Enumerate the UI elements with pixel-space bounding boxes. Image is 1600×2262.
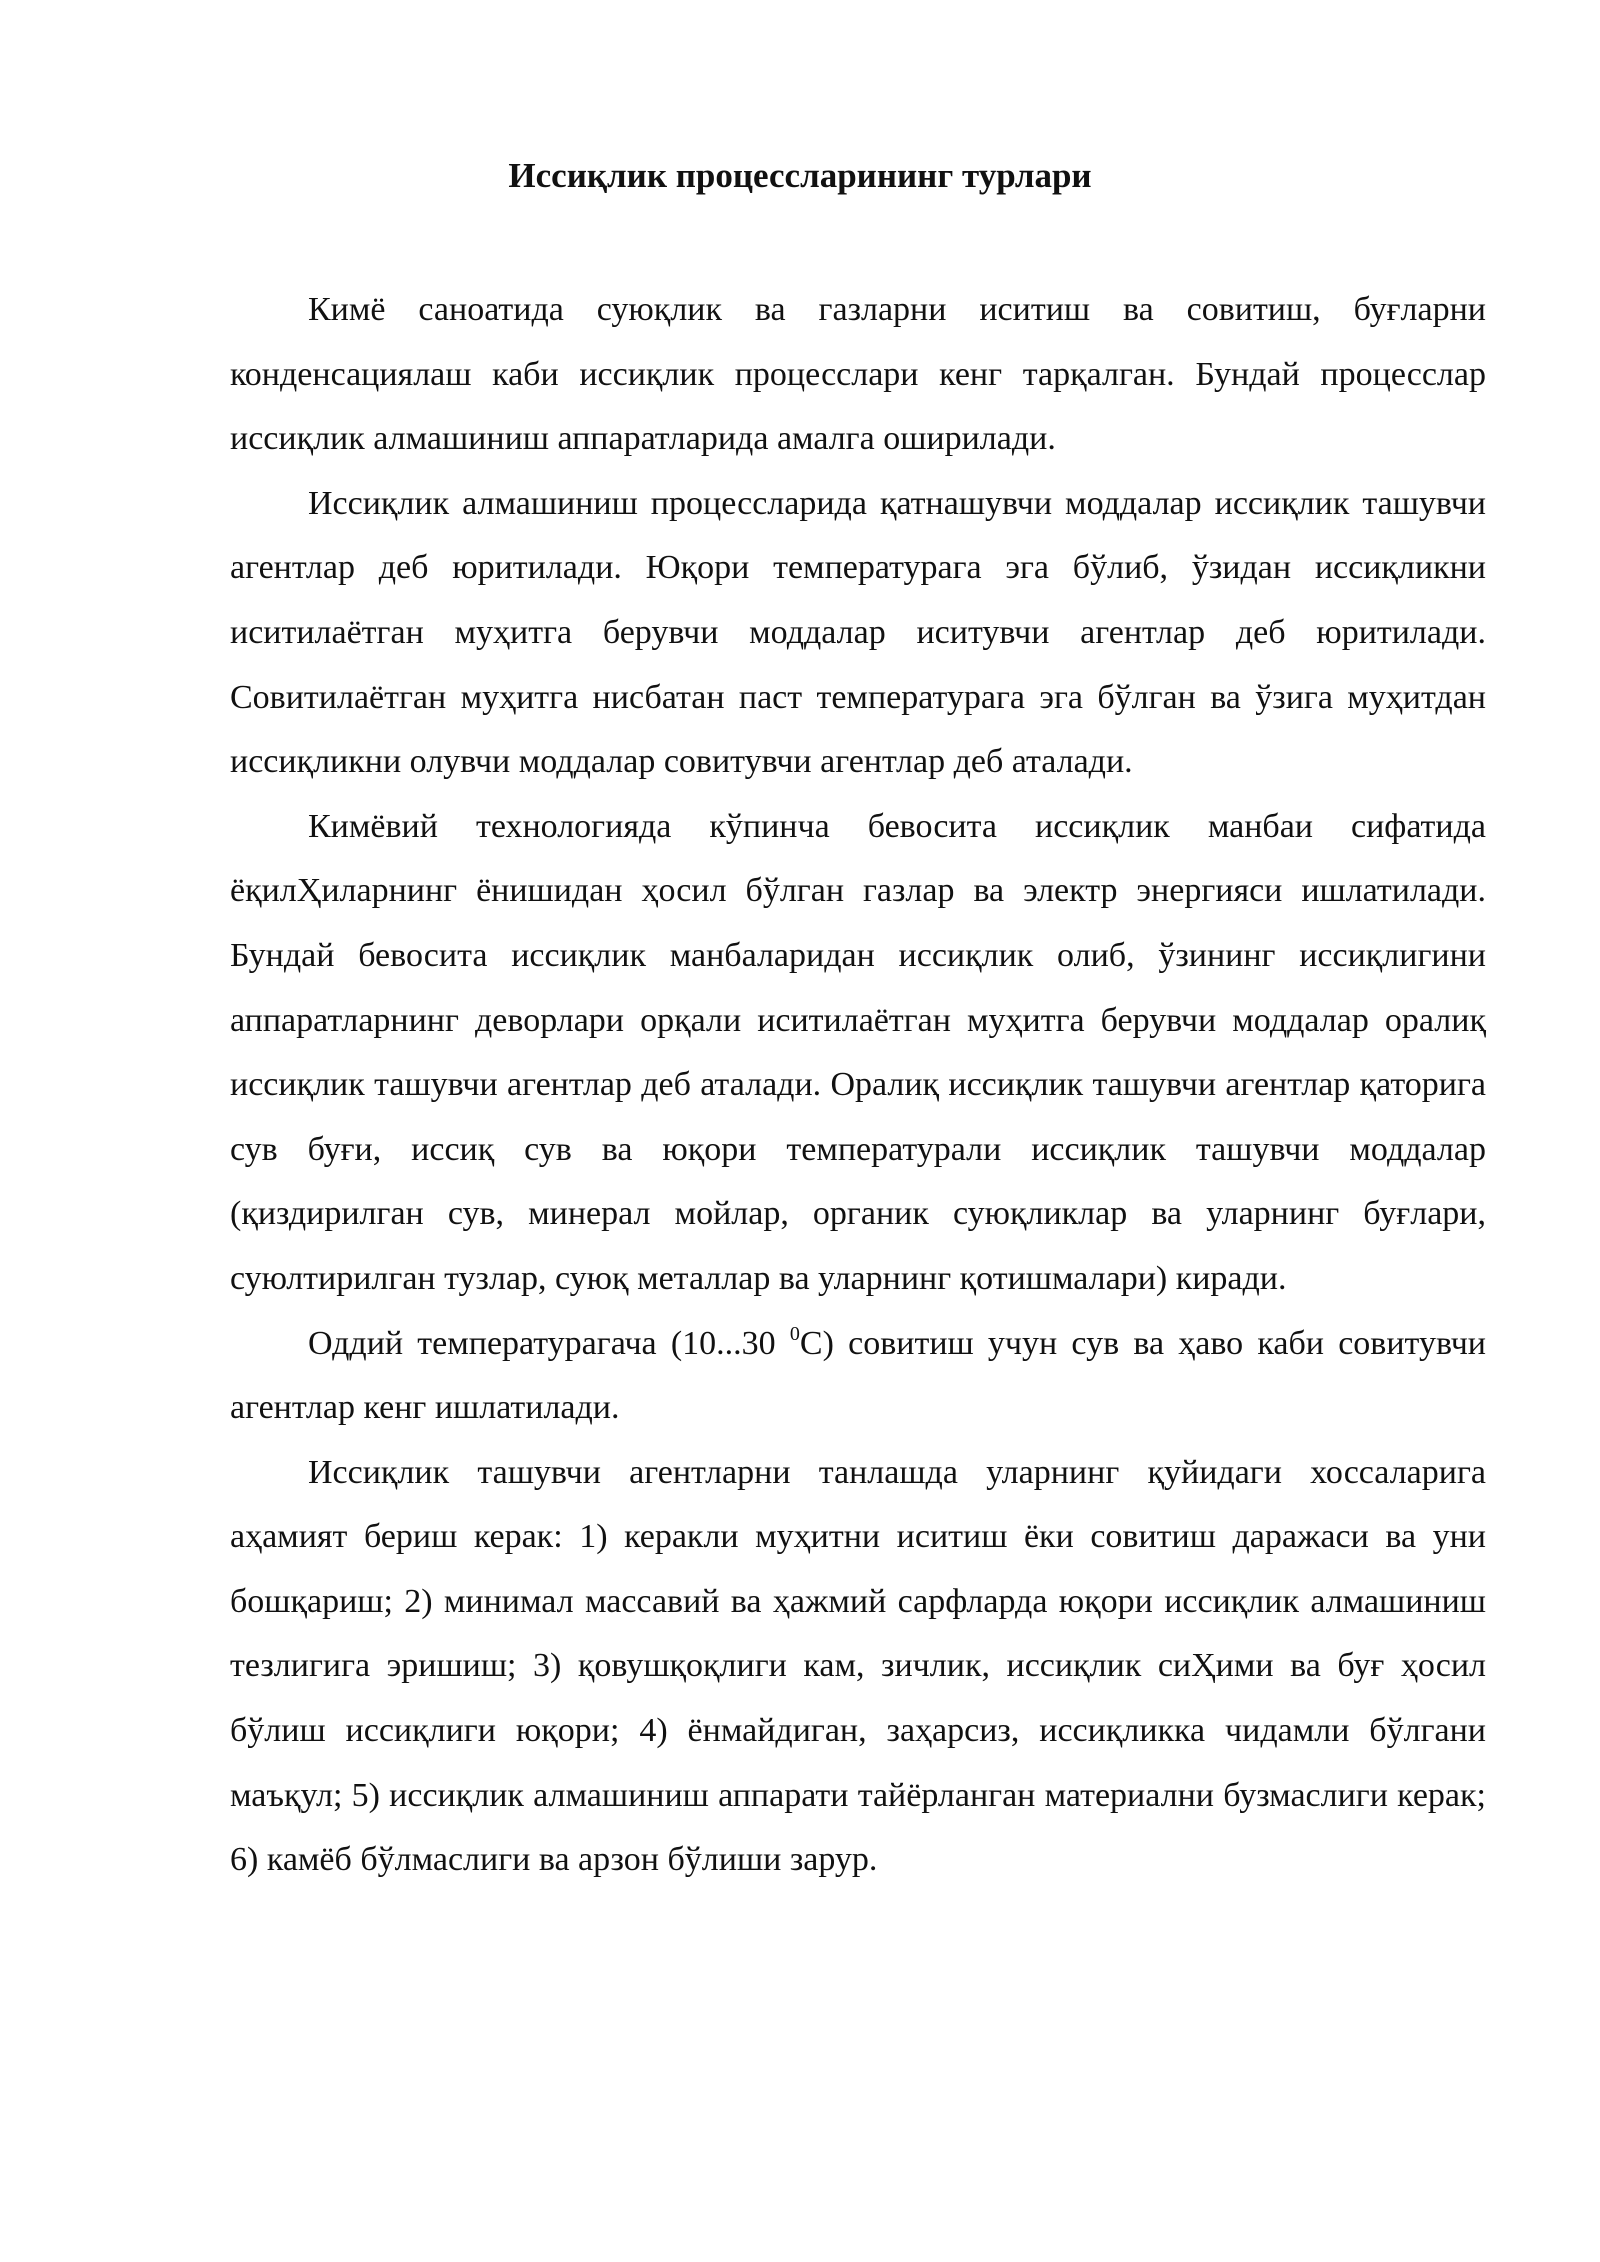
paragraph-1: Кимё саноатида суюқлик ва газларни иситиш ва совитиш, буғларни конденсациялаш каби иссиқлик процесслари кенг тарқалган. Бундай процесслар иссиқлик алмашиниш аппаратларида амалга оширилади. [230, 291, 1486, 458]
paragraph-4-text-before: Оддий температурагача (10...30 [308, 1324, 790, 1362]
paragraph-4-text-after: С) совитиш учун сув ва ҳаво каби совитувчи агентлар кенг ишлатилади. [230, 1324, 1486, 1427]
document-title: Иссиқлик процессларининг турлари [508, 156, 1092, 195]
paragraph-3: Кимёвий технологияда кўпинча бевосита иссиқлик манбаи сифатида ёқилҲиларнинг ёнишидан ҳосил бўлган газлар ва электр энергияси ишлатилади. Бундай бевосита иссиқлик манбаларидан иссиқлик олиб, ўзининг иссиқлигини аппаратларнинг деворлари орқали иситилаётган муҳитга берувчи моддалар оралиқ иссиқлик ташувчи агентлар деб аталади. Оралиқ иссиқлик ташувчи агентлар қаторига сув буғи, иссиқ сув ва юқори температурали иссиқлик ташувчи моддалар (қиздирилган сув, минерал мойлар, органик суюқликлар ва уларнинг буғлари, суюлтирилган тузлар, суюқ металлар ва уларнинг қотишмалари) киради. [230, 807, 1486, 1297]
paragraph-5: Иссиқлик ташувчи агентларни танлашда уларнинг қуйидаги хоссаларига аҳамият бериш керак: 1) керакли муҳитни иситиш ёки совитиш даражаси ва уни бошқариш; 2) минимал массавий ва ҳажмий сарфларда юқори иссиқлик алмашиниш тезлигига эришиш; 3) қовушқоқлиги кам, зичлик, иссиқлик сиҲими ва буғ ҳосил бўлиш иссиқлиги юқори; 4) ёнмайдиган, заҳарсиз, иссиқликка чидамли бўлгани маъқул; 5) иссиқлик алмашиниш аппарати тайёрланган материални бузмаслиги керак; 6) камёб бўлмаслиги ва арзон бўлиши зарур. [230, 1453, 1486, 1879]
paragraph-2: Иссиқлик алмашиниш процессларида қатнашувчи моддалар иссиқлик ташувчи агентлар деб юритилади. Юқори температурага эга бўлиб, ўзидан иссиқликни иситилаётган муҳитга берувчи моддалар иситувчи агентлар деб юритилади. Совитилаётган муҳитга нисбатан паст температурага эга бўлган ва ўзига муҳитдан иссиқликни олувчи моддалар совитувчи агентлар деб аталади. [230, 484, 1486, 781]
document-body [230, 278, 1486, 1893]
degree-superscript: 0 [789, 1322, 800, 1345]
paragraph-4 [230, 1312, 1486, 1441]
